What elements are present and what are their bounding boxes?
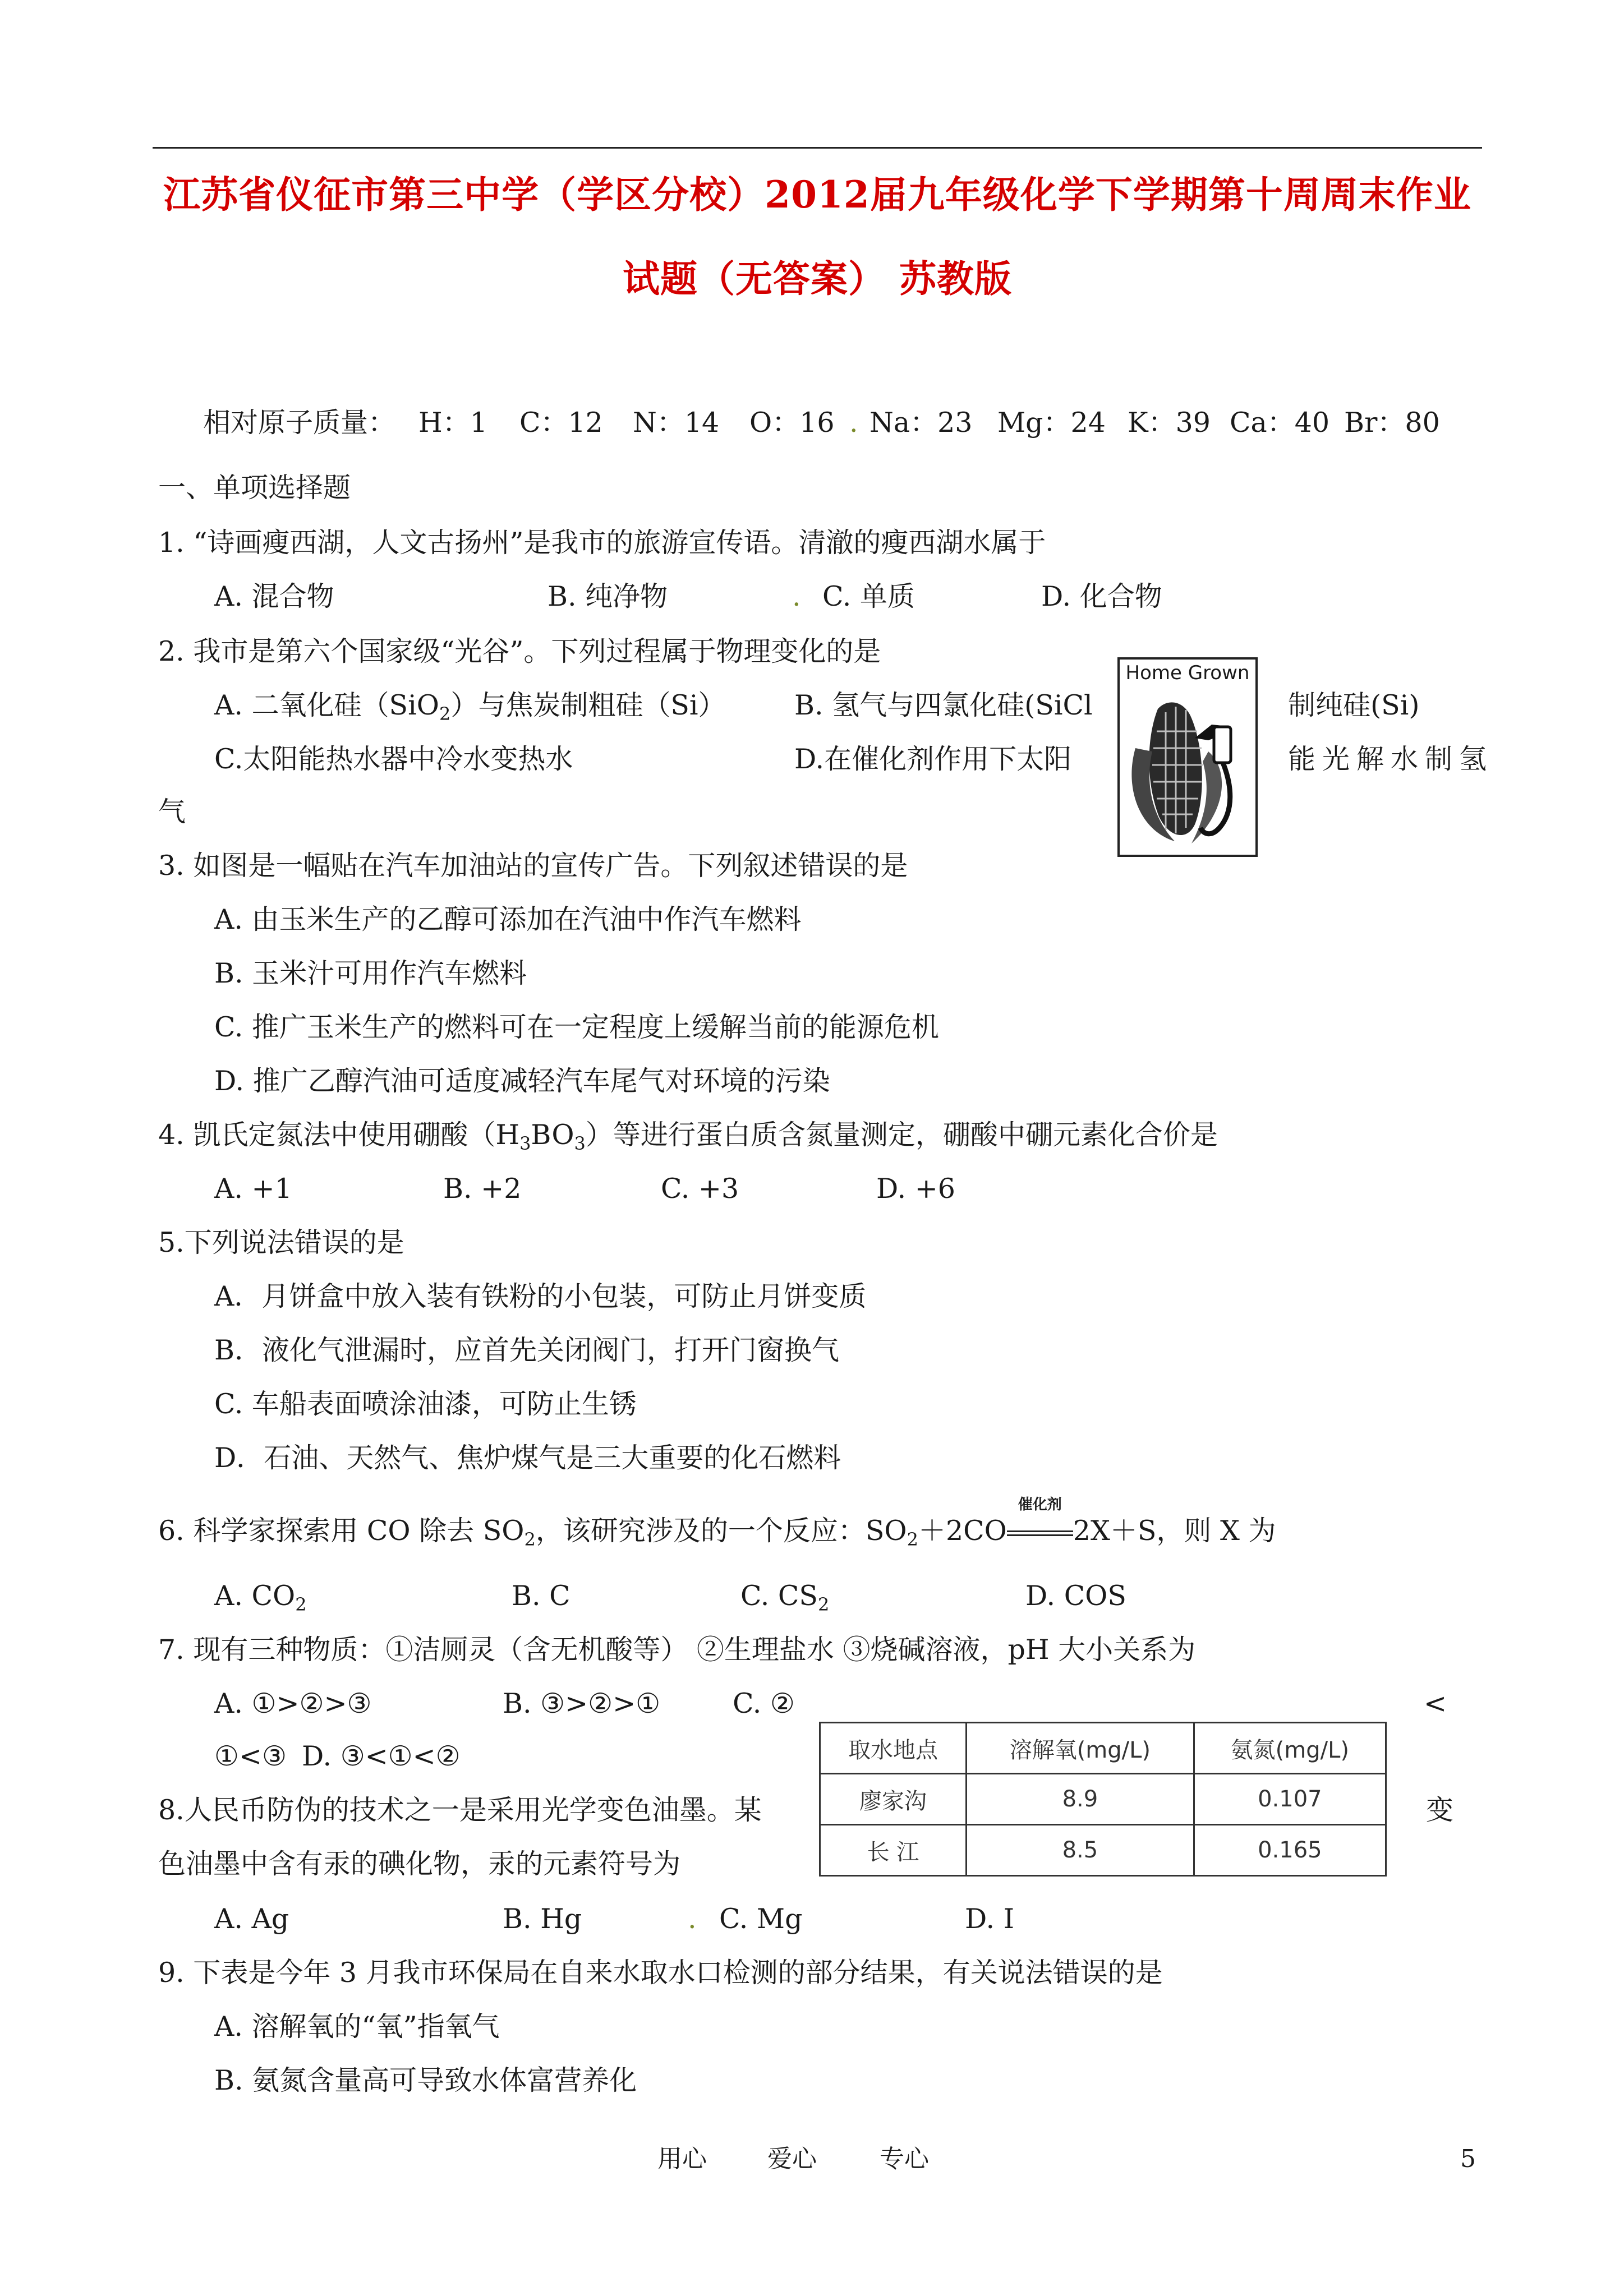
q7-stem: 7. 现有三种物质：①洁厕灵（含无机酸等） ②生理盐水 ③烧碱溶液，pH 大小关系为 (158, 1634, 1196, 1666)
atomic-mass-na: Na：23 (869, 407, 973, 439)
q8-stem-right: 变 (1426, 1794, 1454, 1826)
q5-stem: 5.下列说法错误的是 (158, 1227, 404, 1258)
q3-option-b: B. 玉米汁可用作汽车燃料 (214, 957, 527, 989)
table-cell: 廖家沟 (820, 1774, 967, 1825)
q2-option-a: A. 二氧化硅（SiO$_2$）与焦炭制粗硅（Si） (214, 689, 726, 725)
atomic-mass-n: N：14 (633, 407, 720, 439)
q6-stem: 6. 科学家探索用 CO 除去 $SO_2$，该研究涉及的一个反应：$SO_2+2CO$ 催化剂 2X＋S，则 X 为 (158, 1496, 1276, 1550)
q2-option-c: C.太阳能热水器中冷水变热水 (214, 743, 573, 775)
water-quality-table (819, 1722, 1387, 1877)
table-header-row (820, 1723, 1386, 1774)
q2-stem: 2. 我市是第六个国家级“光谷”。下列过程属于物理变化的是 (158, 635, 881, 667)
table-cell: 8.9 (967, 1774, 1194, 1825)
table-row (820, 1774, 1386, 1825)
q1-stem: 1. “诗画瘦西湖，人文古扬州”是我市的旅游宣传语。清澈的瘦西湖水属于 (158, 527, 1046, 559)
q7-option-c-start: C. ② (733, 1688, 795, 1719)
q7-option-c-lt: < (1424, 1688, 1447, 1719)
q4-stem: 4. 凯氏定氮法中使用硼酸$(H_3BO_3)$等进行蛋白质含氮量测定，硼酸中硼元素化合价是 (158, 1119, 1218, 1154)
q1-option-a: A. 混合物 (214, 580, 334, 612)
q8-stem-start: 8.人民币防伪的技术之一是采用光学变色油墨。某 (158, 1794, 762, 1826)
document-title-line2: 试题（无答案） 苏教版 (623, 257, 1012, 301)
q4-option-d: D. +6 (876, 1173, 955, 1205)
q4-option-c: C. +3 (661, 1173, 739, 1205)
stray-dot: . (849, 407, 858, 439)
q8-stem-line2: 色油墨中含有汞的碘化物，汞的元素符号为 (158, 1848, 681, 1880)
q7-option-b: B. ③>②>① (503, 1688, 661, 1719)
catalyst-arrow (1007, 1496, 1073, 1549)
q8-option-b: B. Hg (503, 1903, 582, 1935)
q5-option-c: C. 车船表面喷涂油漆，可防止生锈 (214, 1388, 637, 1420)
q2-option-b-end: 制纯硅(Si) (1288, 689, 1420, 721)
q2-option-d-wrap: 气 (158, 796, 186, 828)
footer-item: 爱心 (767, 2145, 817, 2173)
catalyst-label: 催化剂 (1018, 1496, 1062, 1513)
q7-option-d: D. ③<①<② (302, 1740, 461, 1772)
stray-dot: . (792, 580, 801, 612)
footer-item: 专心 (880, 2145, 929, 2173)
q6-option-c: C. $CS_2$ (740, 1580, 830, 1615)
ad-caption: Home Grown (1125, 662, 1250, 684)
q3-option-c: C. 推广玉米生产的燃料可在一定程度上缓解当前的能源危机 (214, 1011, 939, 1043)
header-rule (153, 147, 1482, 149)
table-row (820, 1825, 1386, 1876)
table-cell: 8.5 (967, 1825, 1194, 1876)
q2-option-b-start: B. 氢气与四氯化硅(SiCl (794, 689, 1093, 721)
table-header: 取水地点 (820, 1723, 967, 1774)
q5-option-b: B．液化气泄漏时，应首先关闭阀门，打开门窗换气 (214, 1334, 840, 1366)
q4-option-a: A. +1 (214, 1173, 292, 1205)
q5-option-d: D．石油、天然气、焦炉煤气是三大重要的化石燃料 (214, 1442, 841, 1474)
q7-option-c-end: ①<③ (214, 1740, 287, 1772)
q3-option-a: A. 由玉米生产的乙醇可添加在汽油中作汽车燃料 (214, 903, 802, 935)
table-cell: 长 江 (820, 1825, 967, 1876)
document-title-line1: 江苏省仪征市第三中学（学区分校）2012届九年级化学下学期第十周周末作业 (163, 173, 1471, 216)
q7-option-a: A. ①>②>③ (214, 1688, 372, 1719)
table-header: 溶解氧(mg/L) (967, 1723, 1194, 1774)
q1-option-b: B. 纯净物 (548, 580, 668, 612)
q8-option-c: C. Mg (719, 1903, 803, 1935)
atomic-mass-c: C：12 (519, 407, 603, 439)
q8-option-d: D. I (965, 1903, 1015, 1935)
table-header: 氨氮(mg/L) (1194, 1723, 1386, 1774)
table-cell: 0.107 (1194, 1774, 1386, 1825)
footer-item: 用心 (657, 2145, 707, 2173)
q6-option-a: A. $CO_2$ (214, 1580, 307, 1615)
q9-option-b: B. 氨氮含量高可导致水体富营养化 (214, 2064, 637, 2096)
atomic-mass-br: Br：80 (1344, 407, 1440, 439)
q1-option-d: D. 化合物 (1041, 580, 1162, 612)
q6-option-d: D. COS (1025, 1580, 1126, 1612)
q8-option-a: A. Ag (214, 1903, 289, 1935)
q9-stem: 9. 下表是今年 3 月我市环保局在自来水取水口检测的部分结果，有关说法错误的是 (158, 1957, 1163, 1989)
corn-fuel-nozzle-icon (1124, 686, 1251, 850)
atomic-mass-k: K：39 (1128, 407, 1211, 439)
stray-dot: . (688, 1903, 697, 1935)
q3-stem: 3. 如图是一幅贴在汽车加油站的宣传广告。下列叙述错误的是 (158, 850, 908, 882)
atomic-mass-mg: Mg：24 (997, 407, 1106, 439)
page-number: 5 (1460, 2145, 1476, 2173)
table-cell: 0.165 (1194, 1825, 1386, 1876)
q3-option-d: D. 推广乙醇汽油可适度减轻汽车尾气对环境的污染 (214, 1065, 830, 1097)
home-grown-ad-image (1117, 657, 1258, 857)
q2-option-d-start: D.在催化剂作用下太阳 (794, 743, 1072, 775)
q2-option-d-end: 能光解水制氢 (1288, 743, 1494, 775)
section-heading: 一、单项选择题 (158, 472, 351, 504)
atomic-mass-h: H：1 (418, 407, 487, 439)
q6-option-b: B. C (512, 1580, 571, 1612)
q9-option-a: A. 溶解氧的“氧”指氧气 (214, 2011, 500, 2043)
q5-option-a: A．月饼盒中放入装有铁粉的小包装，可防止月饼变质 (214, 1280, 867, 1312)
atomic-mass-ca: Ca：40 (1230, 407, 1330, 439)
atomic-mass-label: 相对原子质量： (203, 407, 396, 439)
q1-option-c: C. 单质 (822, 580, 915, 612)
atomic-mass-o: O：16 (749, 407, 835, 439)
q4-option-b: B. +2 (443, 1173, 522, 1205)
